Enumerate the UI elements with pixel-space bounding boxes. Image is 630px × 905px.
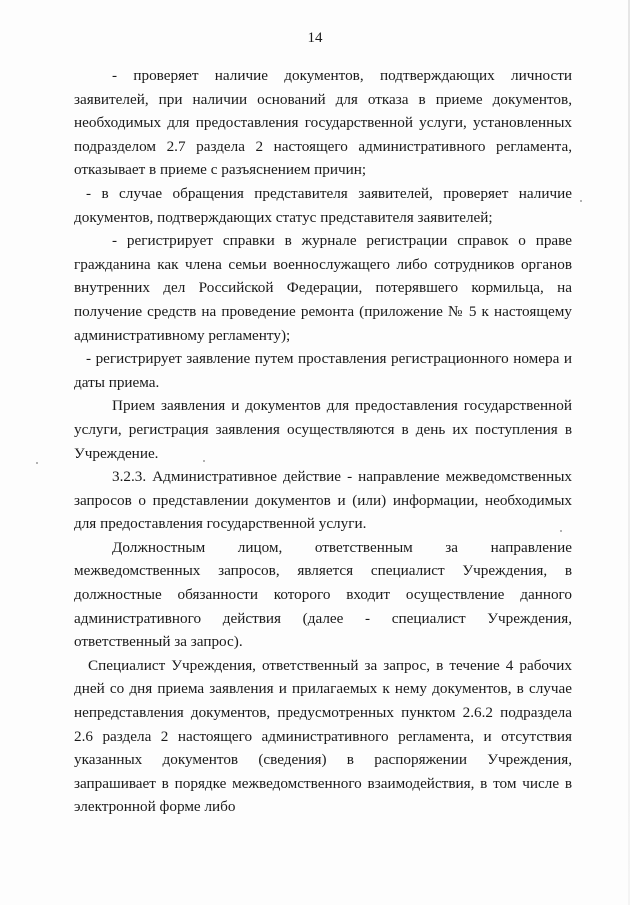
scan-speck	[560, 530, 562, 532]
scan-speck	[580, 200, 582, 202]
paragraph-representative-check: - в случае обращения представителя заявителей, проверяет наличие документов, подтверждающих статус представителя заявителей;	[74, 184, 572, 226]
paragraph-register-certificates: - регистрирует справки в журнале регистрации справок о праве гражданина как члена семьи военнослужащего либо сотрудников органов внутренних дел Российской Федерации, потерявшего кормильца, на получение средств на проведение ремонта (приложение № 5 к настоящему административному регламенту);	[74, 232, 572, 344]
scan-speck	[203, 460, 205, 462]
document-body	[74, 64, 572, 819]
paragraph-section-3-2-3: 3.2.3. Административное действие - направление межведомственных запросов о представлении документов и (или) информации, необходимых для предоставления государственной услуги.	[74, 468, 572, 533]
paragraph-reception-same-day: Прием заявления и документов для предоставления государственной услуги, регистрация заявления осуществляются в день их поступления в Учреждение.	[74, 397, 572, 462]
page-number: 14	[307, 30, 323, 46]
scan-speck	[36, 462, 38, 464]
paragraph-register-application: - регистрирует заявление путем проставления регистрационного номера и даты приема.	[74, 350, 572, 391]
paragraph-responsible-official: Должностным лицом, ответственным за направление межведомственных запросов, является специалист Учреждения, в должностные обязанности которого входит осуществление данного административного действия (далее - специалист Учреждения, ответственный за запрос).	[74, 538, 572, 651]
paragraph-specialist-request: Специалист Учреждения, ответственный за запрос, в течение 4 рабочих дней со дня приема заявления и прилагаемых к нему документов, в случае непредставления документов, предусмотренных пунктом 2.6.2 подраздела 2.6 раздела 2 настоящего административного регламента, и отсутствия указанных документов (сведения) в распоряжении Учреждения, запрашивает в порядке межведомственного взаимодействия, в том числе в электронной форме либо	[74, 656, 572, 816]
paragraph-check-identity: - проверяет наличие документов, подтверждающих личности заявителей, при наличии оснований для отказа в приеме документов, необходимых для предоставления государственной услуги, установленных подразделом 2.7 раздела 2 настоящего административного регламента, отказывает в приеме с разъяснением причин;	[74, 67, 572, 179]
